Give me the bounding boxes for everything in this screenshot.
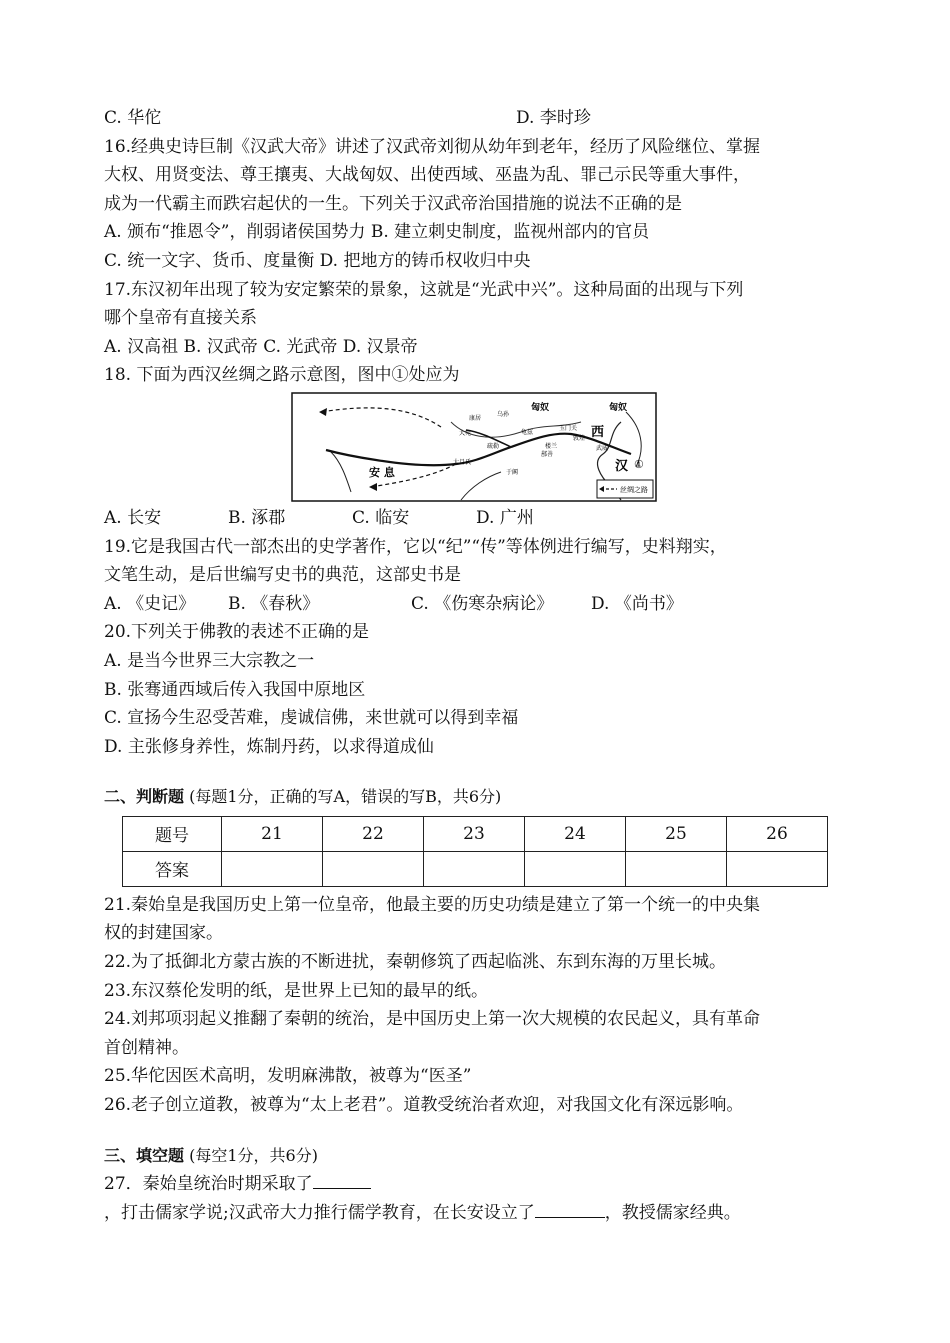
q27-line-1 — [104, 1170, 844, 1199]
q19-options — [104, 590, 844, 619]
table-answer-label: 答案 — [123, 851, 222, 886]
q19-stem-line-1: 19.它是我国古代一部杰出的史学著作，它以“纪”“传”等体例进行编写，史料翔实， — [104, 536, 727, 557]
section3-heading — [104, 1142, 844, 1171]
label-dunhuang: 敦煌 — [573, 434, 586, 442]
answer-table-answer-row — [123, 851, 828, 886]
q19-option-b: B. 《春秋》 — [228, 593, 320, 614]
label-loulan: 楼兰 — [545, 442, 558, 450]
q17-options: A. 汉高祖 B. 汉武帝 C. 光武帝 D. 汉景帝 — [104, 336, 418, 357]
label-kangju: 康居 — [469, 414, 482, 422]
q21-line-2: 权的封建国家。 — [104, 923, 223, 944]
q22: 22.为了抵御北方蒙古族的不断进扰，秦朝修筑了西起临洮、东到东海的万里长城。 — [104, 952, 727, 973]
q25: 25.华佗因医术高明，发明麻沸散，被尊为“医圣” — [104, 1066, 472, 1087]
answer-cell-21[interactable] — [222, 851, 323, 886]
answer-cell-22[interactable] — [323, 851, 424, 886]
table-number-22: 22 — [323, 816, 424, 851]
q27-text-part1: 27．秦始皇统治时期采取了 — [104, 1174, 313, 1195]
section3-title: 三、填空题 — [104, 1145, 185, 1165]
legend-label: 丝绸之路 — [620, 485, 648, 494]
answer-cell-24[interactable] — [525, 851, 626, 886]
label-qiuci: 龟兹 — [521, 428, 534, 436]
table-number-26: 26 — [727, 816, 828, 851]
q16-stem-line-2: 大权、用贤变法、尊王攘夷、大战匈奴、出使西域、巫蛊为乱、罪己示民等重大事件， — [104, 165, 750, 186]
q19-option-d: D. 《尚书》 — [591, 593, 683, 614]
section2-heading — [104, 783, 844, 812]
silk-road-map — [291, 392, 657, 502]
q16-stem-line-3: 成为一代霸主而跌宕起伏的一生。下列关于汉武帝治国措施的说法不正确的是 — [104, 193, 682, 214]
q18-option-a: A. 长安 — [104, 507, 162, 528]
q27-line-2 — [104, 1199, 844, 1228]
section2-note: (每题1分，正确的写A，错误的写B，共6分) — [184, 787, 502, 807]
table-number-25: 25 — [626, 816, 727, 851]
q16-options-ab: A. 颁布“推恩令”，削弱诸侯国势力 B. 建立刺史制度，监视州部内的官员 — [104, 222, 650, 243]
q27-blank-2[interactable] — [535, 1199, 605, 1218]
q16-options-cd: C. 统一文字、货币、度量衡 D. 把地方的铸币权收归中央 — [104, 250, 531, 271]
label-wusun: 乌孙 — [497, 410, 510, 418]
q20-stem: 20.下列关于佛教的表述不正确的是 — [104, 622, 370, 643]
answer-cell-26[interactable] — [727, 851, 828, 886]
q15-option-c: C. 华佗 — [104, 108, 162, 128]
q21-line-1: 21.秦始皇是我国历史上第一位皇帝，他最主要的历史功绩是建立了第一个统一的中央集 — [104, 894, 761, 915]
q15-options — [104, 104, 844, 133]
q26: 26.老子创立道教，被尊为“太上老君”。道教受统治者欢迎，对我国文化有深远影响。 — [104, 1095, 744, 1116]
silk-road-map-svg — [291, 392, 657, 502]
q17-stem-line-2: 哪个皇帝有直接关系 — [104, 308, 257, 329]
q27-blank-1[interactable] — [313, 1170, 371, 1189]
label-shanshan: 鄯善 — [541, 450, 554, 458]
label-xi: 西 — [591, 424, 605, 440]
label-anxi: 安 息 — [369, 465, 395, 479]
label-han: 汉 — [615, 458, 629, 474]
q19-option-a: A. 《史记》 — [104, 593, 196, 614]
q18-option-b: B. 涿郡 — [228, 507, 286, 528]
q20-option-b: B. 张骞通西域后传入我国中原地区 — [104, 679, 366, 700]
q27-text-part3: ，教授儒家经典。 — [604, 1202, 741, 1223]
q18-option-c: C. 临安 — [352, 507, 410, 528]
label-dayue: 大月氏 — [453, 458, 472, 466]
label-yutian: 于阗 — [506, 468, 519, 476]
q23: 23.东汉蔡伦发明的纸，是世界上已知的最早的纸。 — [104, 980, 489, 1001]
q16-stem-line-1: 16.经典史诗巨制《汉武大帝》讲述了汉武帝刘彻从幼年到老年，经历了风险继位、掌握 — [104, 136, 761, 157]
q18-stem: 18. 下面为西汉丝绸之路示意图，图中①处应为 — [104, 365, 460, 386]
q24-line-2: 首创精神。 — [104, 1037, 189, 1058]
label-shule: 疏勒 — [487, 442, 500, 450]
label-yumenguan: 玉门关 — [559, 424, 578, 432]
table-number-21: 21 — [222, 816, 323, 851]
exam-page — [104, 104, 844, 1227]
q20-option-c: C. 宣扬今生忍受苦难，虔诚信佛，来世就可以得到幸福 — [104, 708, 519, 729]
q24-line-1: 24.刘邦项羽起义推翻了秦朝的统治，是中国历史上第一次大规模的农民起义，具有革命 — [104, 1009, 761, 1030]
answer-cell-23[interactable] — [424, 851, 525, 886]
answer-cell-25[interactable] — [626, 851, 727, 886]
q27-text-part2: ，打击儒家学说;汉武帝大力推行儒学教育，在长安设立了 — [104, 1202, 535, 1223]
section2-title: 二、判断题 — [104, 787, 185, 807]
q18-option-d: D. 广州 — [476, 507, 534, 528]
table-number-23: 23 — [424, 816, 525, 851]
table-header-label: 题号 — [123, 816, 222, 851]
label-marker-1: ① — [634, 457, 644, 471]
label-xiongnu-east: 匈奴 — [609, 402, 628, 413]
table-number-24: 24 — [525, 816, 626, 851]
q15-option-d: D. 李时珍 — [516, 108, 591, 128]
answer-table — [122, 816, 828, 887]
q19-option-c: C. 《伤寒杂病论》 — [411, 593, 554, 614]
q18-options — [104, 504, 844, 533]
label-wuwei: 武威 — [596, 444, 609, 452]
q19-stem-line-2: 文笔生动，是后世编写史书的典范，这部史书是 — [104, 565, 461, 586]
q17-stem-line-1: 17.东汉初年出现了较为安定繁荣的景象，这就是“光武中兴”。这种局面的出现与下列 — [104, 279, 744, 300]
q20-option-a: A. 是当今世界三大宗教之一 — [104, 650, 315, 671]
q20-option-d: D. 主张修身养性，炼制丹药，以求得道成仙 — [104, 736, 434, 757]
label-xiongnu: 匈奴 — [531, 402, 550, 413]
answer-table-header-row — [123, 816, 828, 851]
section3-note: (每空1分，共6分) — [184, 1145, 318, 1165]
label-dawan: 大宛 — [459, 429, 472, 437]
